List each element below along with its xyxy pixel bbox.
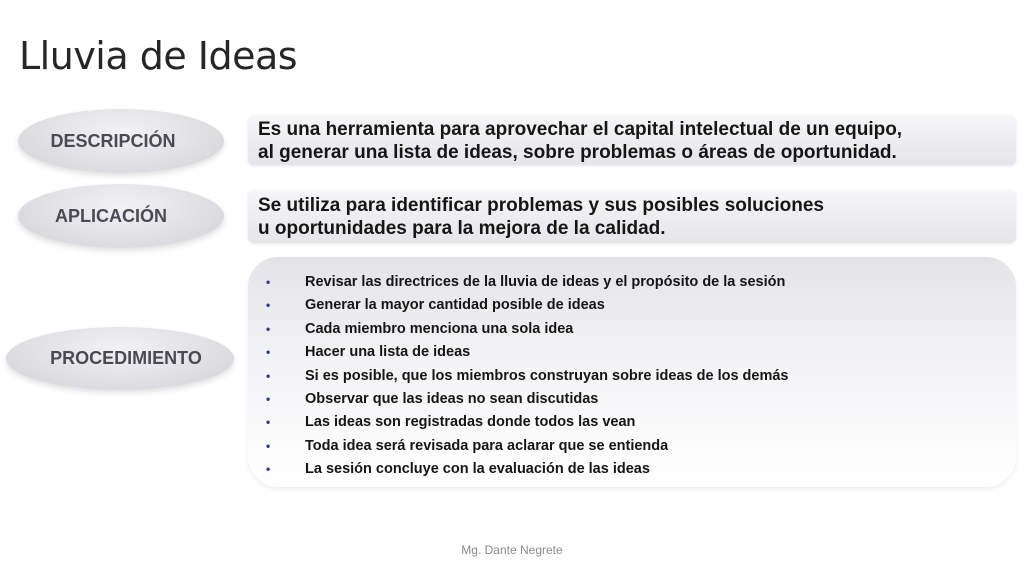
descripcion-text-box — [248, 115, 1016, 165]
list-item — [266, 388, 789, 411]
bullet-icon: • — [266, 298, 271, 313]
slide-footer: Mg. Dante Negrete — [461, 543, 563, 557]
list-item-text: Si es posible, que los miembros construyan sobre ideas de los demás — [305, 367, 789, 384]
aplicacion-label: APLICACIÓN — [55, 205, 167, 226]
descripcion-line: Es una herramienta para aprovechar el capital intelectual de un equipo, — [258, 119, 903, 140]
list-item — [266, 365, 789, 388]
list-item — [266, 271, 789, 294]
list-item-text: Revisar las directrices de la lluvia de ideas y el propósito de la sesión — [305, 274, 786, 290]
bullet-icon: • — [266, 438, 271, 453]
descripcion-label: DESCRIPCIÓN — [50, 130, 176, 151]
procedimiento-label: PROCEDIMIENTO — [50, 348, 202, 368]
list-item — [266, 318, 789, 341]
list-item-text: Las ideas son registradas donde todos las vean — [305, 414, 636, 431]
aplicacion-text — [258, 194, 824, 240]
list-item — [266, 458, 789, 481]
list-item — [266, 411, 789, 434]
list-item — [266, 341, 789, 364]
procedimiento-list — [266, 271, 789, 482]
descripcion-line: al generar una lista de ideas, sobre problemas o áreas de oportunidad. — [258, 142, 897, 163]
bullet-icon: • — [266, 392, 271, 407]
bullet-icon: • — [266, 462, 271, 477]
procedimiento-list-panel — [248, 257, 1016, 487]
list-item-text: La sesión concluye con la evaluación de las ideas — [305, 461, 650, 478]
descripcion-label-oval — [18, 109, 224, 173]
aplicacion-line: u oportunidades para la mejora de la calidad. — [258, 218, 666, 239]
aplicacion-line: Se utiliza para identificar problemas y sus posibles soluciones — [258, 195, 824, 216]
bullet-icon: • — [266, 415, 271, 430]
bullet-icon: • — [266, 345, 271, 360]
procedimiento-label-oval — [6, 327, 234, 390]
aplicacion-text-box — [248, 190, 1016, 243]
list-item-text: Observar que las ideas no sean discutidas — [305, 391, 599, 408]
bullet-icon: • — [266, 321, 271, 336]
list-item — [266, 435, 789, 458]
list-item-text: Generar la mayor cantidad posible de ideas — [305, 297, 605, 314]
descripcion-text — [258, 118, 902, 164]
slide-title: Lluvia de Ideas — [19, 34, 298, 78]
list-item — [266, 294, 789, 317]
bullet-icon: • — [266, 275, 271, 289]
bullet-icon: • — [266, 368, 271, 383]
list-item-text: Toda idea será revisada para aclarar que se entienda — [305, 437, 669, 454]
list-item-text: Cada miembro menciona una sola idea — [305, 320, 574, 337]
aplicacion-label-oval — [18, 184, 224, 248]
list-item-text: Hacer una lista de ideas — [305, 344, 471, 361]
